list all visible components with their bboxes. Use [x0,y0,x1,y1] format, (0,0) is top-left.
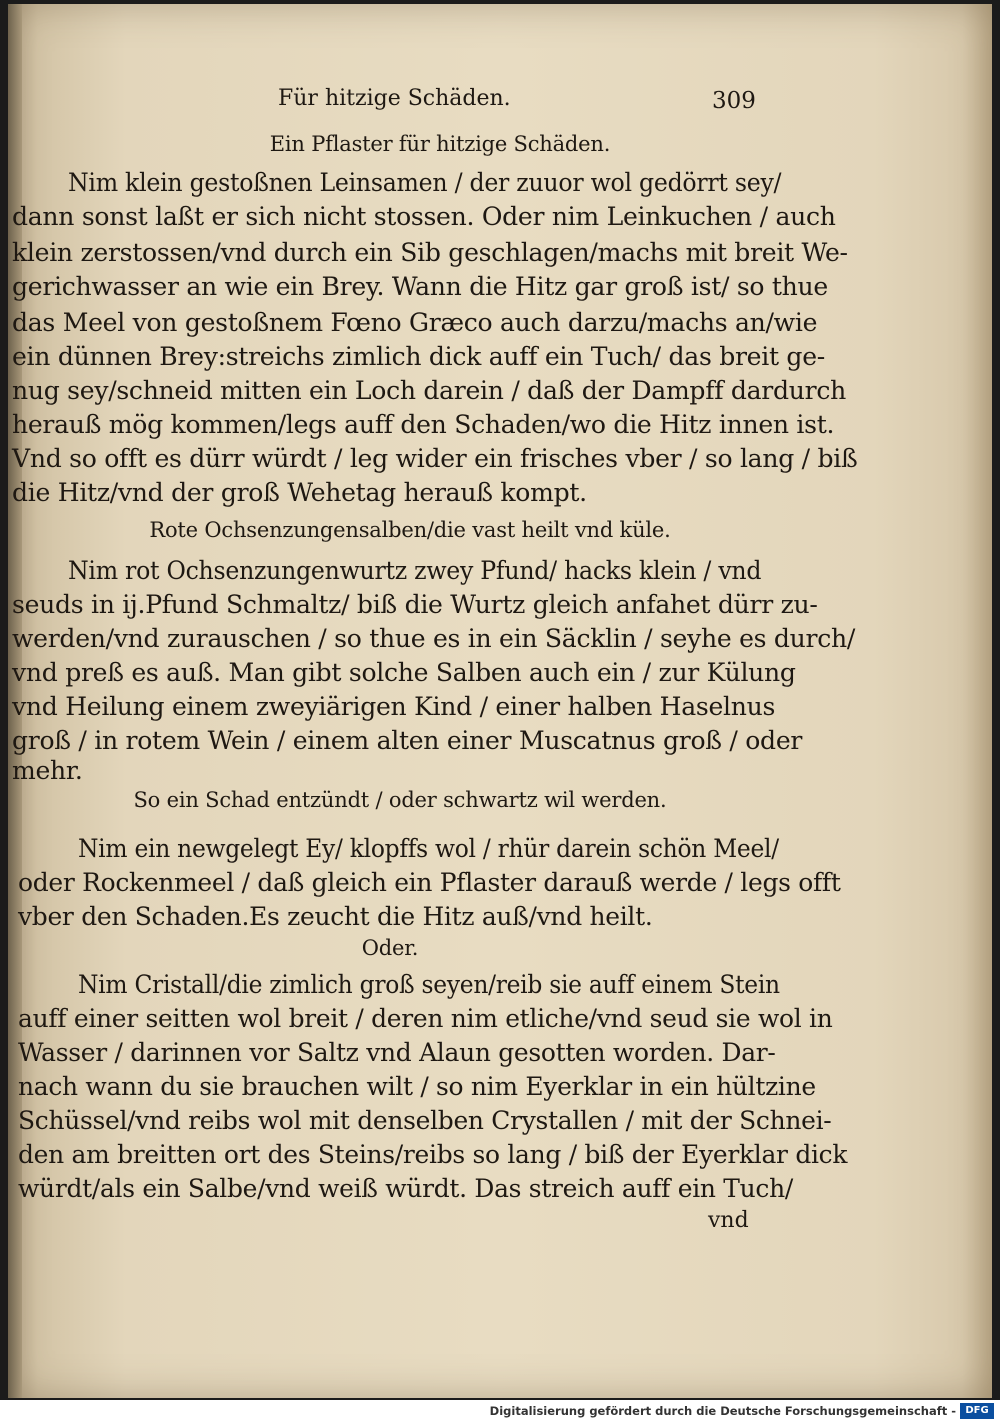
running-head: Für hitzige Schäden. [278,86,511,111]
dfg-logo: DFG [960,1403,994,1419]
text-line: Nim ein newgelegt Ey/ klopffs wol / rhür darein schön Meel/ [78,834,779,864]
text-line: das Meel von gestoßnem Fœno Græco auch darzu/machs an/wie [12,308,818,338]
section-heading: So ein Schad entzündt / oder schwartz wil werden. [133,788,667,812]
footer-credit: Digitalisierung gefördert durch die Deutsche Forschungsgemeinschaft - [489,1404,956,1418]
catchword: vnd [708,1208,749,1233]
section-heading: Oder. [361,936,419,960]
text-line: werden/vnd zurauschen / so thue es in ein Säcklin / seyhe es durch/ [12,624,856,654]
text-line: gerichwasser an wie ein Brey. Wann die Hitz gar groß ist/ so thue [12,272,828,302]
text-line: die Hitz/vnd der groß Wehetag herauß kompt. [12,478,587,508]
text-line: vber den Schaden.Es zeucht die Hitz auß/vnd heilt. [18,902,653,932]
text-line: groß / in rotem Wein / einem alten einer Muscatnus groß / oder [12,726,803,756]
footer-bar [0,1400,1000,1424]
text-line: Nim klein gestoßnen Leinsamen / der zuuor wol gedörrt sey/ [68,168,782,198]
text-line: dann sonst laßt er sich nicht stossen. Oder nim Leinkuchen / auch [12,202,836,232]
text-line: den am breitten ort des Steins/reibs so lang / biß der Eyerklar dick [18,1140,848,1170]
text-line: oder Rockenmeel / daß gleich ein Pflaster darauß werde / legs offt [18,868,841,898]
text-line: würdt/als ein Salbe/vnd weiß würdt. Das streich auff ein Tuch/ [18,1174,793,1204]
text-line: klein zerstossen/vnd durch ein Sib geschlagen/machs mit breit We- [12,238,848,268]
text-line: nach wann du sie brauchen wilt / so nim Eyerklar in ein hültzine [18,1072,816,1102]
text-line: Vnd so offt es dürr würdt / leg wider ein frisches vber / so lang / biß [12,444,858,474]
text-line: Wasser / darinnen vor Saltz vnd Alaun gesotten worden. Dar- [18,1038,776,1068]
text-line: nug sey/schneid mitten ein Loch darein / daß der Dampff dardurch [12,376,846,406]
book-page [8,4,992,1398]
text-line: herauß mög kommen/legs auff den Schaden/wo die Hitz innen ist. [12,410,835,440]
text-line: Schüssel/vnd reibs wol mit denselben Crystallen / mit der Schnei- [18,1106,832,1136]
text-line: vnd preß es auß. Man gibt solche Salben auch ein / zur Külung [12,658,796,688]
text-line: mehr. [12,756,83,786]
text-line: Nim Cristall/die zimlich groß seyen/reib sie auff einem Stein [78,970,780,1000]
text-line: auff einer seitten wol breit / deren nim etliche/vnd seud sie wol in [18,1004,833,1034]
section-heading: Ein Pflaster für hitzige Schäden. [269,132,611,156]
text-line: Nim rot Ochsenzungenwurtz zwey Pfund/ hacks klein / vnd [68,556,762,586]
text-line: ein dünnen Brey:streichs zimlich dick auff ein Tuch/ das breit ge- [12,342,825,372]
text-line: seuds in ij.Pfund Schmaltz/ biß die Wurtz gleich anfahet dürr zu- [12,590,818,620]
section-heading: Rote Ochsenzungensalben/die vast heilt vnd küle. [149,518,671,542]
text-line: vnd Heilung einem zweyiärigen Kind / einer halben Haselnus [12,692,776,722]
page-number: 309 [712,88,756,114]
